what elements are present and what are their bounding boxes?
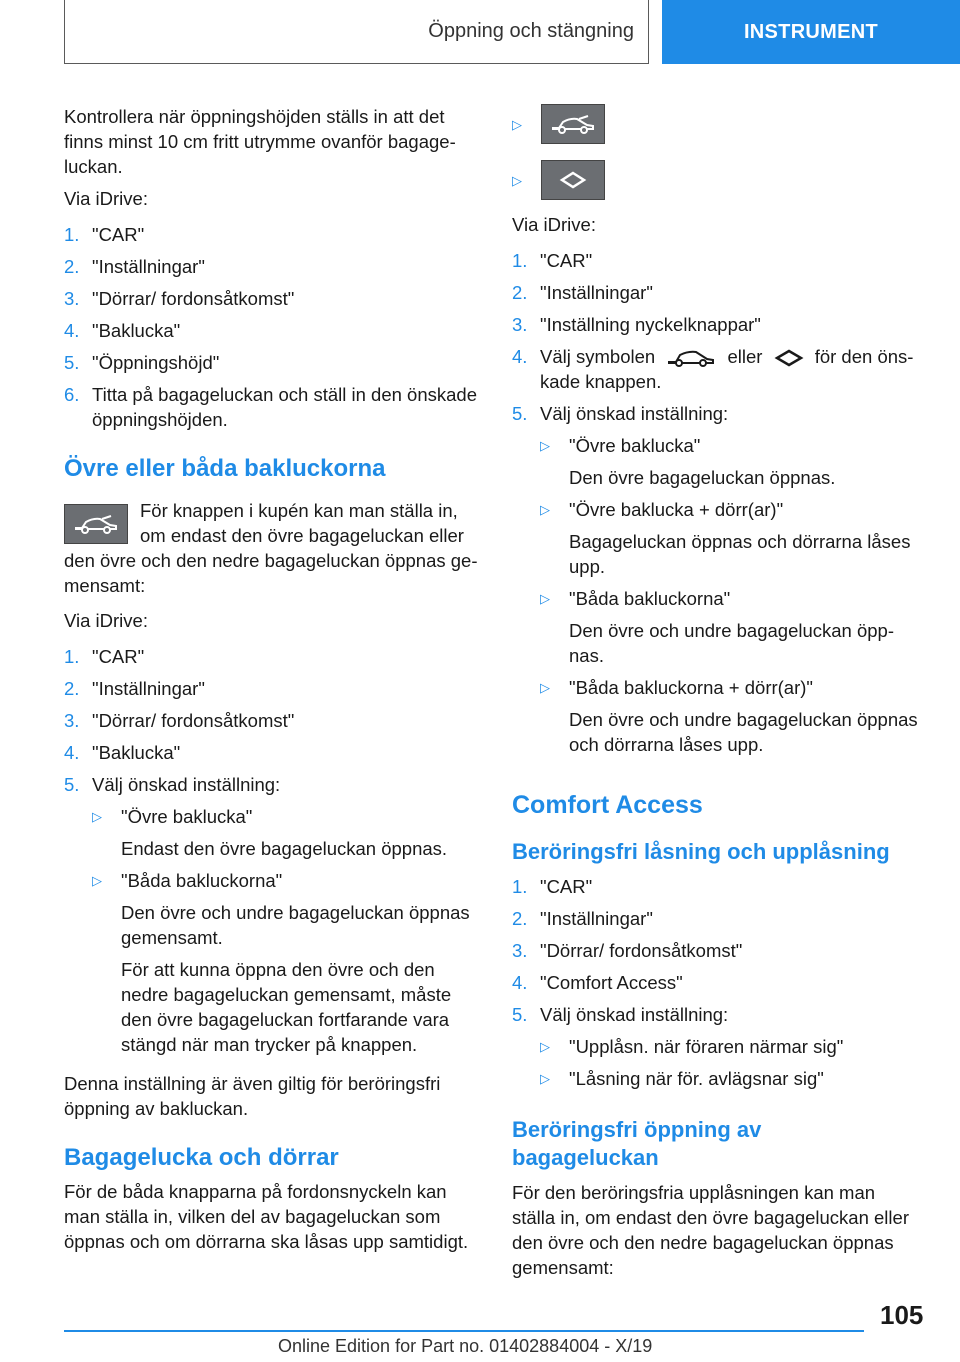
list-item [64, 644, 478, 669]
option-label: "Båda bakluckorna + dörr(ar)" [569, 677, 813, 698]
step-text: "Inställningar" [540, 908, 653, 929]
footer-divider [64, 1330, 864, 1332]
step-number: 5. [64, 774, 80, 795]
step-number: 6. [64, 384, 80, 405]
triangle-bullet-icon: ▷ [540, 591, 550, 606]
car-symbol-icon [666, 348, 716, 368]
step-number: 2. [64, 256, 80, 277]
tailgate-doors-text: För de båda knapparna på fordonsnyckeln kan man ställa in, vilken del av bagageluckan som öppnas och om dörrarna ska låsas upp samtidigt. [64, 1181, 469, 1252]
triangle-bullet-icon: ▷ [92, 809, 102, 824]
option-desc: Den övre bagageluckan öppnas. [569, 467, 836, 488]
triangle-bullet-icon: ▷ [92, 873, 102, 888]
option-list [540, 433, 922, 757]
list-item [540, 675, 922, 757]
step-number: 1. [64, 224, 80, 245]
list-item [512, 248, 922, 273]
footer-edition: Online Edition for Part no. 01402884004 - X/19 [278, 1336, 653, 1356]
heading-comfort-access: Comfort Access [512, 791, 703, 819]
via-idrive-label: Via iDrive: [512, 214, 596, 235]
step-text: "Inställningar" [540, 282, 653, 303]
list-item [512, 906, 922, 931]
list-item [92, 804, 478, 861]
upper-steps [64, 644, 478, 1064]
diamond-key-icon[interactable] [541, 160, 605, 200]
step-number: 2. [512, 908, 528, 929]
step-text-part: för den önskade knappen. [540, 346, 914, 392]
header-section-tab [64, 0, 649, 64]
triangle-bullet-icon: ▷ [540, 680, 550, 695]
list-item [64, 382, 478, 432]
list-item [64, 286, 478, 311]
key-icon-row [512, 160, 922, 200]
step-number: 4. [64, 742, 80, 763]
triangle-bullet-icon: ▷ [540, 1039, 550, 1054]
step-text: Välj önskad inställning: [92, 774, 281, 795]
step-text: "CAR" [540, 876, 593, 897]
step-number: 4. [512, 346, 528, 367]
list-item [64, 222, 478, 247]
step-text: "Baklucka" [92, 742, 181, 763]
heading-tailgate-doors: Bagagelucka och dörrar [64, 1144, 339, 1171]
height-steps [64, 222, 478, 432]
option-label: "Båda bakluckorna" [121, 870, 283, 891]
list-item [64, 318, 478, 343]
option-label: "Övre baklucka" [121, 806, 253, 827]
list-item [512, 312, 922, 337]
list-item [540, 433, 922, 490]
list-item [64, 740, 478, 765]
right-column [512, 104, 922, 1287]
list-item [540, 586, 922, 668]
step-number: 4. [64, 320, 80, 341]
step-text: "Dörrar/ fordonsåtkomst" [540, 940, 743, 961]
tailgate-car-icon [64, 504, 128, 544]
key-steps [512, 248, 922, 764]
list-item [512, 874, 922, 899]
step-text: Titta på bagageluckan och ställ in den önskade öppningshöjden. [92, 384, 477, 430]
step-number: 3. [64, 288, 80, 309]
option-desc: Bagageluckan öppnas och dörrarna låses upp. [569, 531, 911, 577]
step-text: "Öppningshöjd" [92, 352, 220, 373]
step-number: 1. [512, 876, 528, 897]
option-list [540, 1034, 922, 1091]
step-text-part: eller [727, 346, 763, 367]
step-text: Välj önskad inställning: [540, 403, 729, 424]
list-item [92, 868, 478, 1057]
list-item [512, 401, 922, 764]
list-item [512, 938, 922, 963]
step-number: 3. [512, 940, 528, 961]
list-item [540, 1066, 922, 1091]
triangle-bullet-icon: ▷ [512, 116, 522, 132]
diamond-symbol-icon [774, 349, 804, 367]
option-desc: Endast den övre bagageluckan öppnas. [121, 838, 448, 859]
tailgate-car-icon[interactable] [541, 104, 605, 144]
step-text: "Baklucka" [92, 320, 181, 341]
list-item [512, 970, 922, 995]
option-label: "Övre baklucka" [569, 435, 701, 456]
header-section-title: Öppning och stängning [428, 20, 634, 42]
touchless-open-text: För den beröringsfria upplåsningen kan man ställa in, om endast den övre bagageluckan eller den övre och den nedre bagageluckan öppnas gemensamt: [512, 1182, 909, 1278]
step-number: 2. [512, 282, 528, 303]
left-column [64, 104, 478, 1261]
step-text: "Inställning nyckelknappar" [540, 314, 761, 335]
list-item [64, 708, 478, 733]
option-label: "Båda bakluckorna" [569, 588, 731, 609]
option-label: "Upplåsn. när föraren närmar sig" [569, 1036, 844, 1057]
upper-intro-block [64, 498, 478, 598]
list-item [512, 344, 922, 394]
step-number: 3. [64, 710, 80, 731]
heading-touchless-lock: Beröringsfri låsning och upplåsning [512, 839, 890, 864]
option-desc: Den övre och undre bagageluckan öppnas. [569, 620, 895, 666]
step-text [540, 344, 922, 394]
page-number: 105 [880, 1300, 924, 1330]
list-item [64, 350, 478, 375]
height-intro: Kontrollera när öppningshöjden ställs in att det finns minst 10 cm fritt utrymme ovanför bagageluckan. [64, 106, 456, 177]
header-chapter-tab[interactable] [662, 0, 960, 64]
step-number: 1. [512, 250, 528, 271]
option-list [92, 804, 478, 1057]
lock-steps [512, 874, 922, 1098]
step-number: 5. [512, 403, 528, 424]
upper-intro-text: För knappen i kupén kan man ställa in, om endast den övre bagageluckan eller den övre och den nedre bagageluckan öppnas gemensamt: [64, 500, 478, 596]
option-desc: Den övre och undre bagageluckan öppnas och dörrarna låses upp. [569, 709, 918, 755]
list-item [64, 676, 478, 701]
list-item [512, 1002, 922, 1098]
option-desc: För att kunna öppna den övre och den nedre bagageluckan gemensamt, måste den övre bagageluckan fortfarande vara stängd när man trycker på knappen. [121, 959, 452, 1055]
step-text: "Inställningar" [92, 256, 205, 277]
step-number: 2. [64, 678, 80, 699]
via-idrive-label: Via iDrive: [64, 610, 148, 631]
triangle-bullet-icon: ▷ [540, 438, 550, 453]
step-number: 1. [64, 646, 80, 667]
heading-touchless-open: Beröringsfri öppning av bagageluckan [512, 1117, 762, 1170]
triangle-bullet-icon: ▷ [540, 1071, 550, 1086]
list-item [540, 497, 922, 579]
validity-note: Denna inställning är även giltig för beröringsfri öppning av bakluckan. [64, 1073, 441, 1119]
step-text: "CAR" [92, 646, 145, 667]
list-item [540, 1034, 922, 1059]
triangle-bullet-icon: ▷ [540, 502, 550, 517]
step-text: "CAR" [92, 224, 145, 245]
triangle-bullet-icon: ▷ [512, 172, 522, 188]
step-text: Välj önskad inställning: [540, 1004, 729, 1025]
step-text: "Comfort Access" [540, 972, 683, 993]
option-desc: Den övre och undre bagageluckan öppnas gemensamt. [121, 902, 470, 948]
step-number: 5. [512, 1004, 528, 1025]
step-number: 4. [512, 972, 528, 993]
step-text: "CAR" [540, 250, 593, 271]
step-text: "Dörrar/ fordonsåtkomst" [92, 288, 295, 309]
list-item [64, 254, 478, 279]
step-text-part: Välj symbolen [540, 346, 656, 367]
via-idrive-label: Via iDrive: [64, 188, 148, 209]
list-item [64, 772, 478, 1064]
header-chapter-title: INSTRUMENT [743, 20, 879, 43]
step-number: 5. [64, 352, 80, 373]
list-item [512, 280, 922, 305]
option-label: "Övre baklucka + dörr(ar)" [569, 499, 784, 520]
step-text: "Inställningar" [92, 678, 205, 699]
key-icon-row [512, 104, 922, 144]
step-number: 3. [512, 314, 528, 335]
step-text: "Dörrar/ fordonsåtkomst" [92, 710, 295, 731]
option-label: "Låsning när för. avlägsnar sig" [569, 1068, 824, 1089]
heading-upper-tailgates: Övre eller båda bakluckorna [64, 455, 386, 482]
